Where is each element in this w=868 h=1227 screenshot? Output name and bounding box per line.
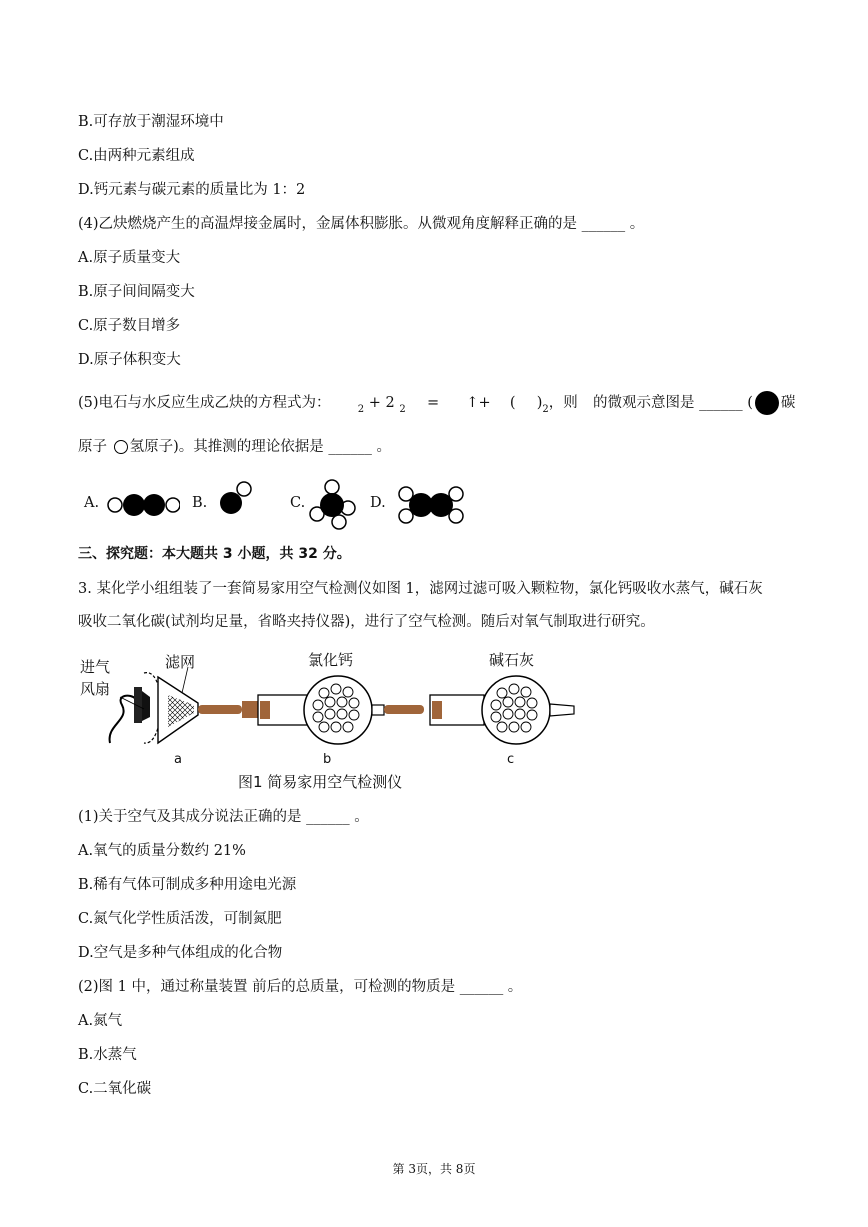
molecule-a-diagram (104, 488, 180, 522)
q-prev-option-c: C.由两种元素组成 (78, 148, 195, 164)
q4-option-b: B.原子间间隔变大 (78, 284, 195, 300)
eq-paren-open: ( (509, 395, 516, 411)
q3-2-option-c: C.二氧化碳 (78, 1081, 152, 1097)
fig-label-soda-lime: 碱石灰 (489, 651, 535, 669)
eq-sub-3: 2 (542, 404, 549, 415)
hydrogen-atom-icon (325, 480, 339, 494)
fig-label-inlet: 进气 (80, 658, 111, 676)
q-prev-option-b: B.可存放于潮湿环境中 (78, 114, 224, 130)
q5-stem-line1 (78, 391, 795, 415)
page-footer: 第 3页，共 8页 (392, 1162, 476, 1176)
drying-tube-b-outlet (372, 705, 384, 715)
carbon-atom-icon (220, 492, 242, 514)
q5-stem-line2 (78, 437, 391, 457)
q3-1-stem: (1)关于空气及其成分说法正确的是 ______ 。 (78, 809, 369, 825)
stopper-inner-1 (260, 701, 270, 719)
hydrogen-atom-icon (166, 498, 180, 512)
drying-tube-c-outlet (550, 704, 574, 716)
q3-1-option-d: D.空气是多种气体组成的化合物 (78, 945, 283, 961)
q5-carbon-label: 碳 (780, 395, 796, 411)
fig-label-a: a (174, 752, 182, 767)
eq-then: ，则 (548, 395, 578, 411)
fig-label-b: b (323, 752, 332, 767)
q3-2-stem: (2)图 1 中，通过称量装置 前后的总质量，可检测的物质是 ______ 。 (78, 979, 523, 995)
q4-option-d: D.原子体积变大 (78, 352, 181, 368)
q4-option-a: A.原子质量变大 (78, 250, 181, 266)
rubber-tube-1 (198, 705, 242, 714)
eq-sub-1: 2 (357, 404, 365, 415)
eq-up-plus: ↑+ (466, 395, 491, 411)
q5-stem-b: 的微观示意图是 ______ ( (593, 395, 753, 411)
rubber-tube-2 (384, 705, 424, 714)
carbon-atom-icon (429, 493, 453, 517)
section-title: 三、探究题：本大题共 3 小题，共 32 分。 (78, 546, 351, 562)
stopper-1 (242, 701, 258, 718)
carbon-atom-icon (755, 391, 779, 415)
q-prev-option-d: D.钙元素与碳元素的质量比为 1：2 (78, 182, 306, 198)
fig-label-filter: 滤网 (165, 653, 196, 671)
q4-stem: (4)乙炔燃烧产生的高温焊接金属时，金属体积膨胀。从微观角度解释正确的是 ______ 。 (78, 216, 645, 232)
q5-line2-b: 氢原子)。其推测的理论依据是 ______ 。 (129, 439, 391, 455)
stopper-inner-2 (432, 701, 442, 719)
hydrogen-atom-icon (237, 482, 251, 496)
molecule-d-diagram (394, 484, 468, 526)
eq-equals: = (426, 395, 440, 411)
carbon-atom-icon (143, 494, 165, 516)
fig-label-cacl2: 氯化钙 (308, 651, 354, 669)
air-detector-apparatus-diagram (100, 665, 590, 755)
molecule-b-diagram (214, 480, 254, 520)
q3-1-option-a: A.氧气的质量分数约 21% (78, 843, 246, 859)
hydrogen-atom-icon (332, 515, 346, 529)
q4-option-c: C.原子数目增多 (78, 318, 181, 334)
hydrogen-atom-icon (114, 440, 128, 454)
eq-plus: + 2 (368, 395, 395, 411)
fig-label-fan: 风扇 (80, 680, 111, 698)
q5-option-a-label: A. (84, 495, 100, 511)
fig-label-c: c (507, 752, 515, 767)
q3-stem-line1: 3. 某化学小组组装了一套简易家用空气检测仪如图 1，滤网过滤可吸入颗粒物，氯化钙吸收水蒸气，碱石灰 (78, 581, 763, 597)
molecule-c-diagram (308, 478, 358, 530)
carbon-atom-icon (320, 493, 344, 517)
q5-option-c-label: C. (290, 495, 306, 511)
eq-paren-close: ) (536, 395, 543, 411)
q3-stem-line2: 吸收二氧化碳(试剂均足量，省略夹持仪器)，进行了空气检测。随后对氧气制取进行研究。 (78, 614, 655, 630)
q3-1-option-c: C.氮气化学性质活泼，可制氮肥 (78, 911, 282, 927)
fan-blade-icon (142, 691, 150, 721)
hydrogen-atom-icon (108, 498, 122, 512)
q5-option-b-label: B. (192, 495, 208, 511)
q3-2-option-b: B.水蒸气 (78, 1047, 137, 1063)
eq-sub-2: 2 (399, 404, 406, 415)
q5-option-d-label: D. (370, 495, 386, 511)
q5-line2-a: 原子 (78, 439, 107, 455)
q3-1-option-b: B.稀有气体可制成多种用途电光源 (78, 877, 297, 893)
figure-caption: 图1 简易家用空气检测仪 (238, 773, 403, 791)
q5-stem-a: (5)电石与水反应生成乙炔的方程式为： (78, 395, 331, 411)
carbon-atom-icon (123, 494, 145, 516)
filter-pointer-line (182, 667, 188, 693)
q3-2-option-a: A.氮气 (78, 1013, 123, 1029)
